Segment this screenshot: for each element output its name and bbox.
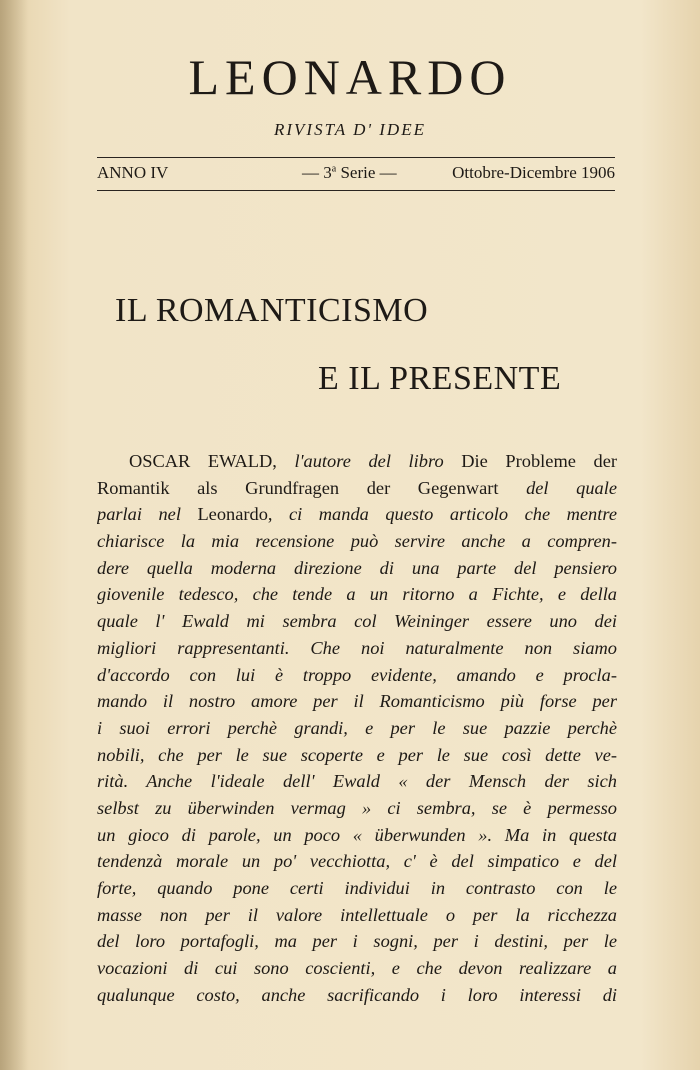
italic-text: un gioco di parole, un poco « überwunden ». Ma in questa: [97, 824, 617, 845]
series-suffix: Serie —: [336, 163, 397, 182]
body-line: [97, 768, 617, 795]
body-line: [97, 555, 617, 582]
body-line: [97, 608, 617, 635]
body-line: [97, 795, 617, 822]
journal-subtitle: RIVISTA D' IDEE: [274, 120, 426, 139]
italic-text: dere quella moderna direzione di una parte del pensiero: [97, 557, 617, 578]
italic-text: quale l' Ewald mi sembra col Weininger essere uno dei: [97, 611, 617, 632]
body-line: [97, 875, 617, 902]
body-line: [97, 955, 617, 982]
body-line: [97, 902, 617, 929]
article-body: [97, 448, 617, 1008]
roman-text: OSCAR EWALD,: [129, 451, 295, 471]
italic-text: parlai nel: [97, 504, 198, 525]
series-prefix: — 3: [302, 163, 332, 182]
series-superscript: a: [331, 163, 337, 175]
body-line: [97, 501, 617, 528]
issue-dates: Ottobre-Dicembre 1906: [452, 163, 615, 182]
body-line: [97, 982, 617, 1009]
italic-text: forte, quando pone certi individui in contrasto con le: [97, 878, 617, 898]
italic-text: rità. Anche l'ideale dell' Ewald « der Mensch der sich: [97, 771, 617, 792]
italic-text: selbst zu überwinden vermag » ci sembra, se è permesso: [97, 797, 617, 818]
issue-line: [97, 163, 615, 187]
roman-text: Die Probleme der: [461, 451, 617, 471]
italic-text: migliori rappresentanti. Che noi naturalmente non siamo: [97, 637, 617, 658]
body-line: [97, 528, 617, 555]
body-line: [97, 928, 617, 955]
body-line: [97, 448, 617, 475]
roman-text: Leonardo,: [197, 504, 289, 525]
body-line: [97, 742, 617, 769]
italic-text: vocazioni di cui sono coscienti, e che devon realizzare a: [97, 958, 617, 979]
body-line: [97, 662, 617, 689]
italic-text: del quale: [526, 477, 617, 498]
italic-text: del loro portafogli, ma per i sogni, per i destini, per le: [97, 931, 617, 952]
italic-text: nobili, che per le sue scoperte e per le sue così dette ve-: [97, 744, 617, 765]
italic-text: i suoi errori perchè grandi, e per le sue pazzie perchè: [97, 717, 617, 738]
italic-text: chiarisce la mia recensione può servire anche a compren-: [97, 531, 617, 552]
roman-text: Romantik als Grundfragen der Gegenwart: [97, 477, 527, 498]
body-line: [97, 715, 617, 742]
body-line: [97, 688, 617, 715]
italic-text: d'accordo con lui è troppo evidente, amando e procla-: [97, 664, 617, 685]
issue-volume: ANNO IV: [97, 163, 169, 182]
body-line: [97, 848, 617, 875]
body-line: [97, 475, 617, 502]
body-line: [97, 822, 617, 849]
top-rule: [97, 157, 615, 158]
italic-text: giovenile tedesco, che tende a un ritorno a Fichte, e della: [97, 584, 617, 605]
bottom-rule: [97, 190, 615, 191]
book-gutter-shadow: [0, 0, 28, 1070]
italic-text: qualunque costo, anche sacrificando i loro interessi di: [97, 984, 617, 1005]
italic-text: tendenzà morale un po' vecchiotta, c' è del simpatico e del: [97, 851, 617, 872]
italic-text: ci manda questo articolo che mentre: [289, 504, 617, 525]
article-title-line-1: IL ROMANTICISMO: [115, 292, 429, 329]
body-line: [97, 581, 617, 608]
journal-title: LEONARDO: [188, 49, 512, 105]
body-line: [97, 635, 617, 662]
issue-series: [302, 163, 397, 183]
italic-text: l'autore del libro: [294, 451, 462, 471]
article-title-line-2: E IL PRESENTE: [318, 360, 562, 397]
italic-text: mando il nostro amore per il Romanticismo più forse per: [97, 691, 617, 712]
italic-text: masse non per il valore intellettuale o per la ricchezza: [97, 904, 617, 925]
